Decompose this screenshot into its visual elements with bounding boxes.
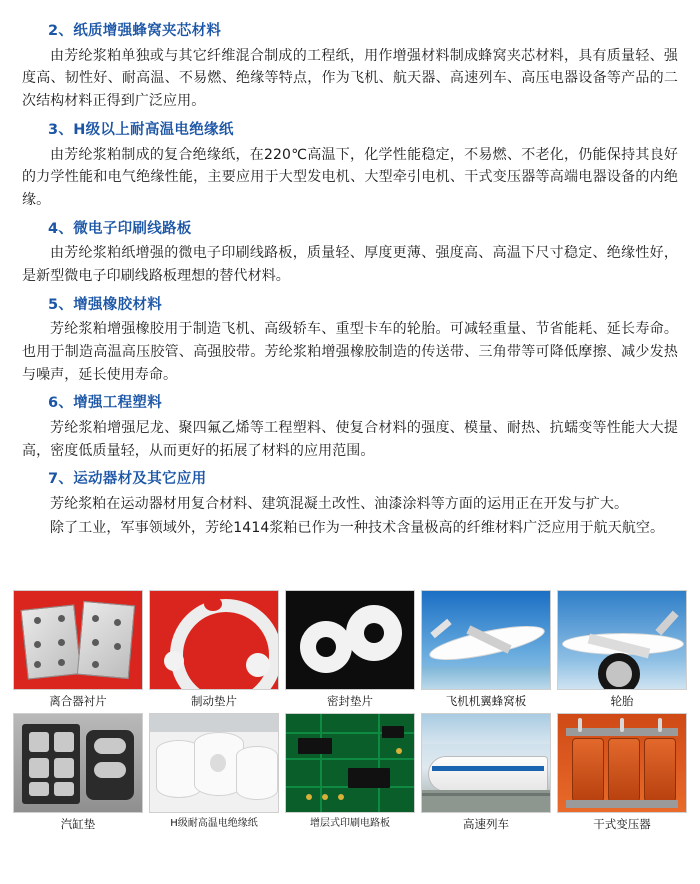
gallery-item bbox=[285, 713, 415, 832]
gallery-caption: 增层式印刷电路板 bbox=[310, 817, 390, 829]
cylinder-head-gasket-photo bbox=[13, 713, 143, 813]
gallery-row bbox=[13, 713, 689, 832]
gallery-caption: 轮胎 bbox=[610, 694, 634, 708]
gallery-caption: 密封垫片 bbox=[327, 694, 373, 708]
section-paragraph: 由芳纶浆粕制成的复合绝缘纸，在220℃高温下，化学性能稳定，不易燃、不老化，仍能保持其良好的力学性能和电气绝缘性能，主要应用于大型发电机、大型牵引电机、干式变压器等高端电器设备的内绝缘。 bbox=[22, 146, 678, 208]
section-heading: 7、运动器材及其它应用 bbox=[48, 471, 207, 488]
gallery-item bbox=[421, 590, 551, 709]
section-paragraph: 由芳纶浆粕纸增强的微电子印刷线路板，质量轻、厚度更薄、强度高、高温下尺寸稳定、绝缘性好，是新型微电子印刷线路板理想的替代材料。 bbox=[22, 245, 678, 284]
section-paragraph: 芳纶浆粕在运动器材用复合材料、建筑混凝土改性、油漆涂料等方面的运用正在开发与扩大。 bbox=[50, 496, 629, 513]
section-6 bbox=[22, 393, 678, 462]
gallery-item bbox=[421, 713, 551, 832]
aircraft-wing-honeycomb-photo bbox=[421, 590, 551, 690]
section-heading: 5、增强橡胶材料 bbox=[48, 296, 162, 313]
brake-pad-photo bbox=[149, 590, 279, 690]
high-speed-train-photo bbox=[421, 713, 551, 813]
section-heading: 6、增强工程塑料 bbox=[48, 395, 162, 412]
gallery-caption: 制动垫片 bbox=[191, 694, 237, 708]
section-4 bbox=[22, 219, 678, 288]
gallery-item bbox=[557, 713, 687, 832]
gallery-caption: 离合器衬片 bbox=[49, 694, 107, 708]
section-heading: 3、H级以上耐高温电绝缘纸 bbox=[48, 121, 234, 138]
gallery-item bbox=[557, 590, 687, 709]
gallery-caption: 高速列车 bbox=[463, 816, 509, 831]
section-heading: 4、微电子印刷线路板 bbox=[48, 220, 192, 237]
section-paragraph: 芳纶浆粕增强橡胶用于制造飞机、高级轿车、重型卡车的轮胎。可减轻重量、节省能耗、延长寿命。也用于制造高温高压胶管、高强胶带。芳纶浆粕增强橡胶制造的传送带、三角带等可降低摩擦、减少发热与噪声，延长使用寿命。 bbox=[22, 321, 678, 383]
section-5 bbox=[22, 295, 678, 387]
section-paragraph: 芳纶浆粕增强尼龙、聚四氟乙烯等工程塑料、使复合材料的强度、模量、耐热、抗蠕变等性能大大提高，密度低质量轻，从而更好的拓展了材料的应用范围。 bbox=[22, 420, 678, 459]
printed-circuit-board-photo bbox=[285, 713, 415, 813]
section-2 bbox=[22, 21, 678, 113]
insulation-paper-roll-photo bbox=[149, 713, 279, 813]
gallery-item bbox=[149, 713, 279, 832]
gallery-caption: 干式变压器 bbox=[593, 816, 651, 831]
gallery-item bbox=[285, 590, 415, 709]
section-paragraph: 由芳纶浆粕单独或与其它纤维混合制成的工程纸，用作增强材料制成蜂窝夹芯材料，具有质量轻、强度高、韧性好、耐高温、不易燃、绝缘等特点，作为飞机、航天器、高速列车、高压电器设备等产品的二次结构材料正得到广泛应用。 bbox=[22, 47, 678, 110]
section-heading: 2、纸质增强蜂窝夹芯材料 bbox=[48, 23, 222, 39]
section-paragraph: 除了工业，军事领域外，芳纶1414浆粕已作为一种技术含量极高的纤维材料广泛应用于航天航空。 bbox=[50, 519, 665, 536]
sealing-gasket-photo bbox=[285, 590, 415, 690]
product-image-gallery bbox=[13, 590, 689, 836]
gallery-caption: 飞机机翼蜂窝板 bbox=[445, 694, 527, 708]
gallery-item bbox=[13, 713, 143, 832]
clutch-facing-photo bbox=[13, 590, 143, 690]
section-3 bbox=[22, 120, 678, 212]
gallery-caption: H级耐高温电绝缘纸 bbox=[170, 817, 258, 829]
gallery-row bbox=[13, 590, 689, 709]
dry-type-transformer-photo bbox=[557, 713, 687, 813]
gallery-item bbox=[13, 590, 143, 709]
gallery-caption: 汽缸垫 bbox=[60, 816, 96, 831]
gallery-item bbox=[149, 590, 279, 709]
section-7 bbox=[22, 469, 678, 539]
tire-photo bbox=[557, 590, 687, 690]
